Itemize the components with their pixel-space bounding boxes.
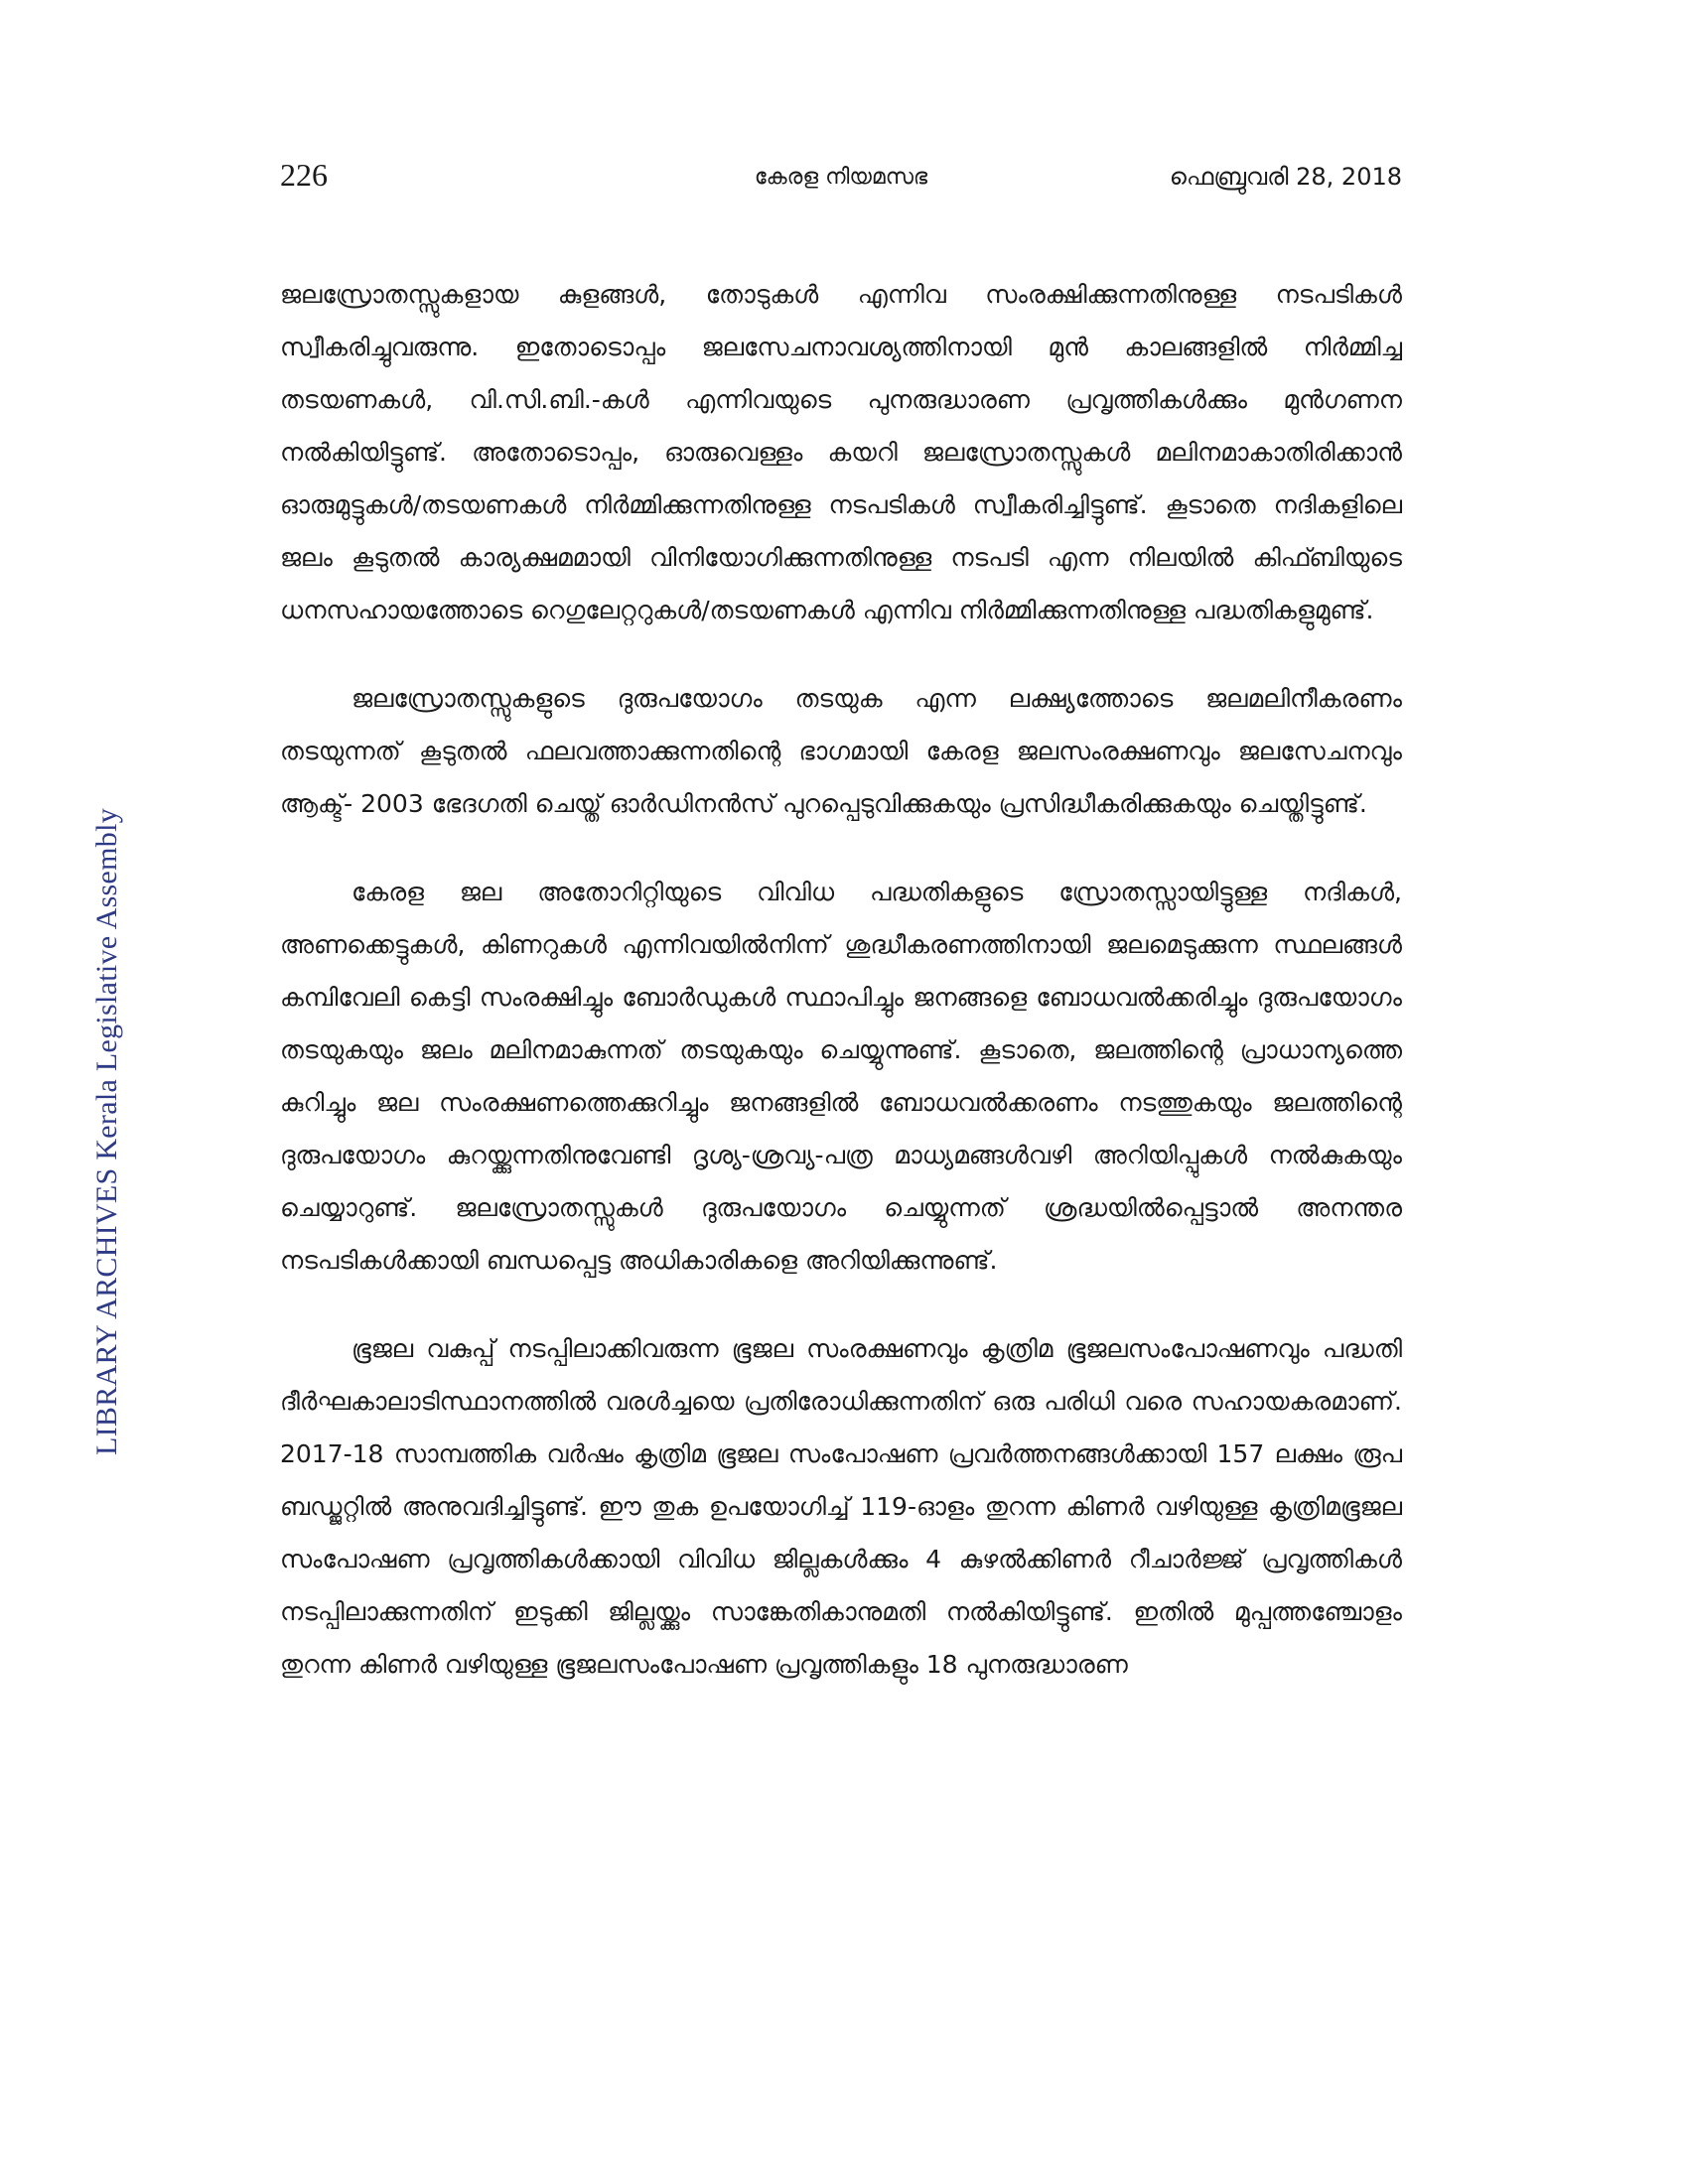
page-number: 226 [280,157,328,193]
page-header [280,157,1402,197]
document-body [280,268,1402,1726]
paragraph: കേരള ജല അതോറിറ്റിയുടെ വിവിധ പദ്ധതികളുടെ സ്രോതസ്സായിട്ടുള്ള നദികൾ, അണക്കെട്ടുകൾ, കിണറുകൾ എന്നിവയിൽനിന്ന് ശുദ്ധീകരണത്തിനായി ജലമെടുക്കുന്ന സ്ഥലങ്ങൾ കമ്പിവേലി കെട്ടി സംരക്ഷിച്ചും ബോർഡുകൾ സ്ഥാപിച്ചും ജനങ്ങളെ ബോധവൽക്കരിച്ചും ദുരുപയോഗം തടയുകയും ജലം മലിനമാകുന്നത് തടയുകയും ചെയ്യുന്നുണ്ട്. കൂടാതെ, ജലത്തിന്റെ പ്രാധാന്യത്തെ കുറിച്ചും ജല സംരക്ഷണത്തെക്കുറിച്ചും ജനങ്ങളിൽ ബോധവൽക്കരണം നടത്തുകയും ജലത്തിന്റെ ദുരുപയോഗം കുറയ്ക്കുന്നതിനുവേണ്ടി ദൃശ്യ-ശ്രവ്യ-പത്ര മാധ്യമങ്ങൾവഴി അറിയിപ്പുകൾ നൽകുകയും ചെയ്യാറുണ്ട്. ജലസ്രോതസ്സുകൾ ദുരുപയോഗം ചെയ്യുന്നത് ശ്രദ്ധയിൽപ്പെട്ടാൽ അനന്തര നടപടികൾക്കായി ബന്ധപ്പെട്ട അധികാരികളെ അറിയിക്കുന്നുണ്ട്. [280,878,1402,1275]
paragraph: ഭൂജല വകുപ്പ് നടപ്പിലാക്കിവരുന്ന ഭൂജല സംരക്ഷണവും കൃത്രിമ ഭൂജലസംപോഷണവും പദ്ധതി ദീർഘകാലാടിസ്ഥാനത്തിൽ വരൾച്ചയെ പ്രതിരോധിക്കുന്നതിന് ഒരു പരിധി വരെ സഹായകരമാണ്. 2017-18 സാമ്പത്തിക വർഷം കൃത്രിമ ഭൂജല സംപോഷണ പ്രവർത്തനങ്ങൾക്കായി 157 ലക്ഷം രൂപ ബഡ്ജറ്റിൽ അനുവദിച്ചിട്ടുണ്ട്. ഈ തുക ഉപയോഗിച്ച് 119-ഓളം തുറന്ന കിണർ വഴിയുള്ള കൃത്രിമഭൂജല സംപോഷണ പ്രവൃത്തികൾക്കായി വിവിധ ജില്ലകൾക്കും 4 കുഴൽക്കിണർ റീചാർജ്ജ് പ്രവൃത്തികൾ നടപ്പിലാക്കുന്നതിന് ഇടുക്കി ജില്ലയ്ക്കും സാങ്കേതികാനുമതി നൽകിയിട്ടുണ്ട്. ഇതിൽ മുപ്പത്തഞ്ചോളം തുറന്ന കിണർ വഴിയുള്ള ഭൂജലസംപോഷണ പ്രവൃത്തികളും 18 പുനരുദ്ധാരണ [280,1334,1402,1679]
header-date: ഫെബ്രുവരി 28, 2018 [1169,163,1402,191]
archive-watermark: LIBRARY ARCHIVES Kerala Legislative Assembly [90,807,123,1456]
assembly-name: കേരള നിയമസഭ [754,165,928,190]
paragraph: ജലസ്രോതസ്സുകളായ കുളങ്ങൾ, തോടുകൾ എന്നിവ സംരക്ഷിക്കുന്നതിനുള്ള നടപടികൾ സ്വീകരിച്ചുവരുന്നു. ഇതോടൊപ്പം ജലസേചനാവശ്യത്തിനായി മുൻ കാലങ്ങളിൽ നിർമ്മിച്ച തടയണകൾ, വി.സി.ബി.-കൾ എന്നിവയുടെ പുനരുദ്ധാരണ പ്രവൃത്തികൾക്കും മുൻഗണന നൽകിയിട്ടുണ്ട്. അതോടൊപ്പം, ഓരുവെള്ളം കയറി ജലസ്രോതസ്സുകൾ മലിനമാകാതിരിക്കാൻ ഓരുമുട്ടുകൾ/തടയണകൾ നിർമ്മിക്കുന്നതിനുള്ള നടപടികൾ സ്വീകരിച്ചിട്ടുണ്ട്. കൂടാതെ നദികളിലെ ജലം കൂടുതൽ കാര്യക്ഷമമായി വിനിയോഗിക്കുന്നതിനുള്ള നടപടി എന്ന നിലയിൽ കിഫ്ബിയുടെ ധനസഹായത്തോടെ റെഗുലേറ്ററുകൾ/തടയണകൾ എന്നിവ നിർമ്മിക്കുന്നതിനുള്ള പദ്ധതികളുമുണ്ട്. [280,280,1402,624]
paragraph: ജലസ്രോതസ്സുകളുടെ ദുരുപയോഗം തടയുക എന്ന ലക്ഷ്യത്തോടെ ജലമലിനീകരണം തടയുന്നത് കൂടുതൽ ഫലവത്താക്കുന്നതിന്റെ ഭാഗമായി കേരള ജലസംരക്ഷണവും ജലസേചനവും ആക്ട്- 2003 ഭേദഗതി ചെയ്ത് ഓർഡിനൻസ് പുറപ്പെടുവിക്കുകയും പ്രസിദ്ധീകരിക്കുകയും ചെയ്തിട്ടുണ്ട്. [280,684,1402,818]
